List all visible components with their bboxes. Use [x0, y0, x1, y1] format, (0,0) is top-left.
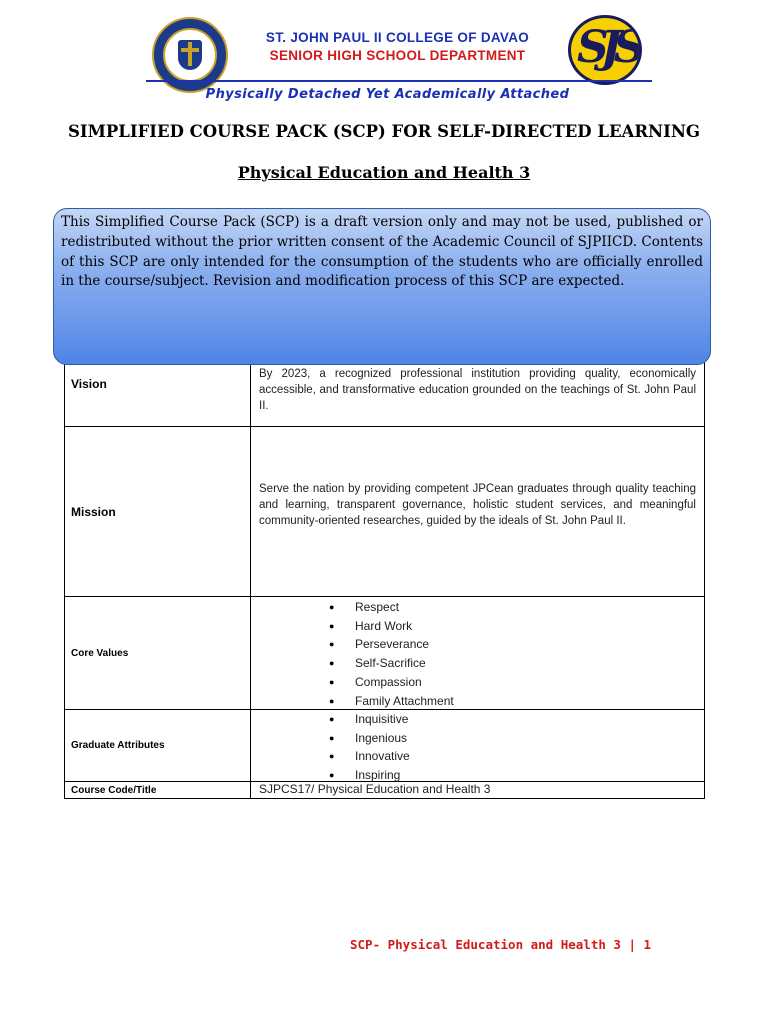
- document-title: SIMPLIFIED COURSE PACK (SCP) FOR SELF-DIRECTED LEARNING: [67, 122, 701, 141]
- list-item: ● Ingenious: [259, 729, 696, 748]
- list-item: ● Respect: [259, 598, 696, 617]
- document-subtitle: Physical Education and Health 3: [237, 163, 531, 182]
- page-footer: SCP- Physical Education and Health 3 | 1: [350, 937, 652, 952]
- header-rule: [146, 80, 652, 82]
- graduate-attributes-row: [65, 710, 704, 782]
- list-item: ● Family Attachment: [259, 692, 696, 711]
- course-code-value: SJPCS17/ Physical Education and Health 3: [259, 782, 491, 796]
- core-values-label: Core Values: [65, 597, 251, 709]
- list-item: ● Hard Work: [259, 617, 696, 636]
- course-info-table: [64, 340, 705, 799]
- core-values-row: [65, 597, 704, 710]
- mission-text: Serve the nation by providing competent JPCean graduates through quality teaching and learning, transparent governance, holistic student services, and meaningful community-oriented researches, guided by the ideals of St. John Paul II.: [259, 483, 696, 527]
- draft-notice-box: [53, 208, 711, 365]
- core-values-cell: [251, 597, 704, 709]
- list-item: ● Compassion: [259, 673, 696, 692]
- list-item: ● Self-Sacrifice: [259, 654, 696, 673]
- list-item: ● Inspiring: [259, 766, 696, 785]
- list-item: ● Perseverance: [259, 635, 696, 654]
- list-item: ● Innovative: [259, 747, 696, 766]
- draft-notice-text: This Simplified Course Pack (SCP) is a draft version only and may not be used, published or redistributed without the prior written consent of the Academic Council of SJPIICD. Contents of this SCP are only intended for the consumption of the students who are officially enrolled in the course/subject. Revision and modification process of this SCP are expected.: [61, 214, 703, 290]
- list-item: ● Inquisitive: [259, 710, 696, 729]
- vision-label: Vision: [65, 341, 251, 426]
- school-name: ST. JOHN PAUL II COLLEGE OF DAVAO: [265, 30, 530, 45]
- department-name: SENIOR HIGH SCHOOL DEPARTMENT: [269, 48, 526, 63]
- mission-row: [65, 427, 704, 597]
- vision-text: By 2023, a recognized professional institution providing quality, economically accessible, and transformative education grounded on the teachings of St. John Paul II.: [259, 368, 696, 412]
- mission-label: Mission: [65, 427, 251, 596]
- graduate-attributes-label: Graduate Attributes: [65, 710, 251, 781]
- shs-department-logo: SJS: [568, 15, 642, 85]
- graduate-attributes-cell: [251, 710, 704, 781]
- school-motto: Physically Detached Yet Academically Attached: [205, 87, 570, 102]
- course-code-label: Course Code/Title: [65, 782, 251, 798]
